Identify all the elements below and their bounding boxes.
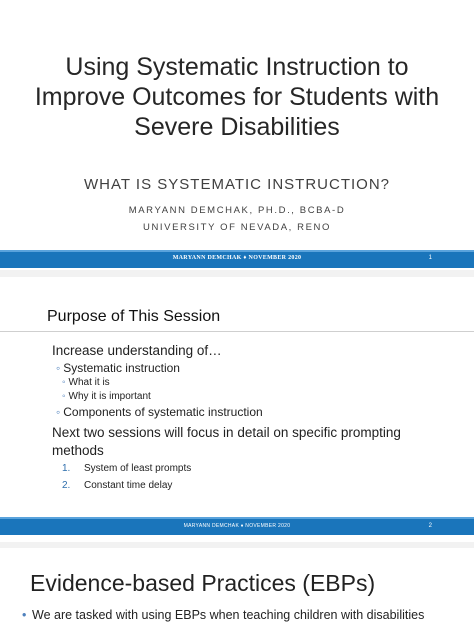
numbered-item: 1. System of least prompts (62, 463, 192, 474)
slide-footer (0, 517, 474, 535)
list-item: Next two sessions will focus in detail on specific prompting methods (52, 425, 401, 458)
title-divider (0, 331, 474, 332)
purpose-slide (0, 277, 474, 542)
list-item: ◦ What it is (62, 377, 110, 388)
slide-content (52, 342, 452, 494)
page-number: 2 (428, 523, 432, 529)
bullet-icon: • (22, 608, 27, 622)
list-item: ◦ Components of systematic instruction (56, 405, 263, 419)
ebp-slide (0, 548, 474, 632)
footer-text: MARYANN DEMCHAK ♦ NOVEMBER 2020 (172, 255, 302, 261)
slide-footer (0, 250, 474, 268)
footer-text: MARYANN DEMCHAK ♦ NOVEMBER 2020 (183, 523, 291, 529)
circle-bullet-icon: ◦ (56, 361, 61, 375)
numbered-item: 2. Constant time delay (62, 480, 173, 491)
list-item: ◦ Why it is important (62, 391, 151, 402)
presentation-title: Using Systematic Instruction to Improve Outcomes for Students with Severe Disabilities (34, 53, 440, 141)
circle-bullet-icon: ◦ (56, 405, 61, 419)
slide-title: Evidence-based Practices (EBPs) (30, 570, 376, 596)
slide-title: Purpose of This Session (47, 308, 221, 325)
presentation-subtitle: WHAT IS SYSTEMATIC INSTRUCTION? (83, 176, 391, 193)
circle-bullet-icon: ◦ (62, 377, 66, 388)
list-item: Increase understanding of… (52, 343, 222, 358)
author-affiliation: UNIVERSITY OF NEVADA, RENO (143, 222, 331, 233)
author-name: MARYANN DEMCHAK, PH.D., BCBA-D (128, 205, 346, 216)
list-item: • We are tasked with using EBPs when teaching children with disabilities (22, 608, 425, 622)
title-slide (0, 0, 474, 270)
list-item: ◦ Systematic instruction (56, 361, 180, 375)
page-number: 1 (428, 255, 432, 261)
circle-bullet-icon: ◦ (62, 391, 66, 402)
